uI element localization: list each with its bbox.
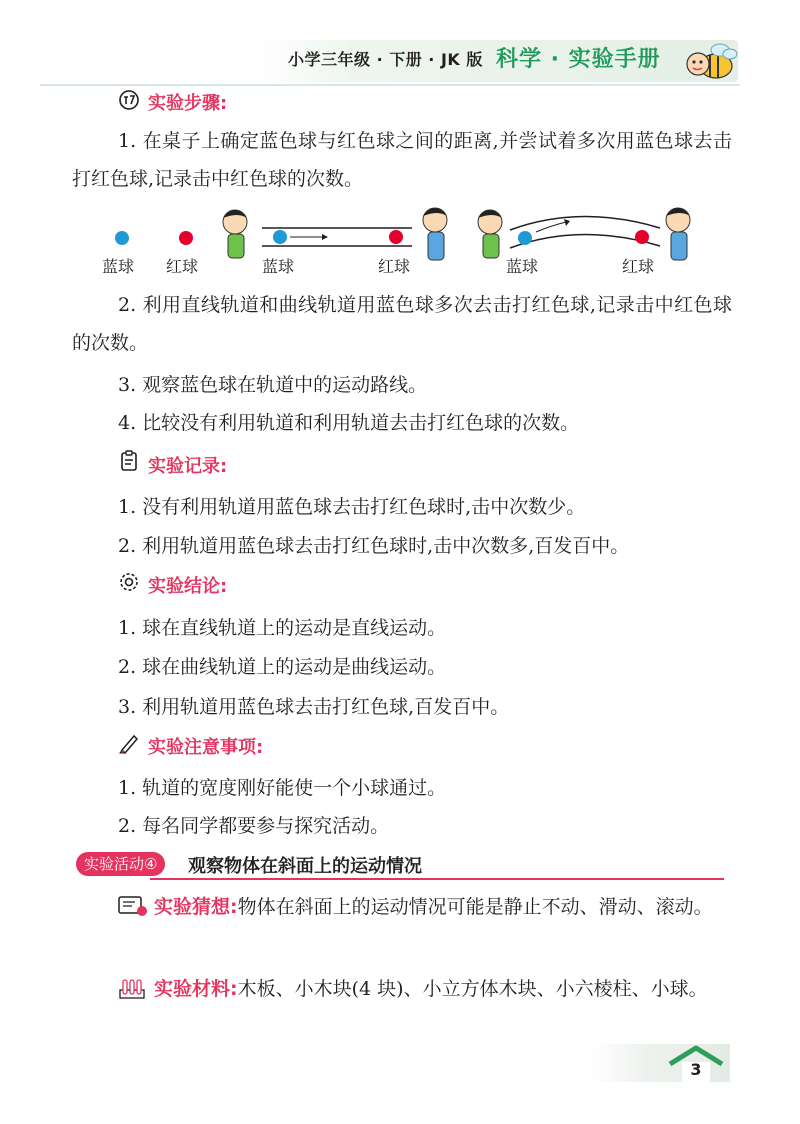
- pen-icon: [118, 732, 140, 754]
- notes-item-2: 2. 每名同学都要参与探究活动。: [118, 815, 390, 837]
- materials-label: 实验材料:: [154, 978, 238, 1000]
- step-3: 3. 观察蓝色球在轨道中的运动路线。: [118, 374, 428, 396]
- label-blue-ball: 蓝球: [102, 257, 135, 276]
- conclusion-item-3: 3. 利用轨道用蓝色球去击打红色球,百发百中。: [118, 696, 510, 718]
- page-number: 3: [690, 1060, 702, 1079]
- red-ball: [179, 231, 193, 245]
- straight-track: [262, 228, 412, 246]
- curved-track: [510, 216, 660, 248]
- bee-mascot-icon: [680, 38, 740, 84]
- steps-heading: 实验步骤:: [148, 93, 228, 114]
- blue-ball: [115, 231, 129, 245]
- conclusion-item-1: 1. 球在直线轨道上的运动是直线运动。: [118, 617, 447, 639]
- activity-tag: 实验活动④: [76, 852, 165, 876]
- materials: [72, 970, 732, 1008]
- conclusion-item-2: 2. 球在曲线轨道上的运动是曲线运动。: [118, 656, 447, 678]
- steps-icon: [118, 89, 140, 111]
- record-heading: 实验记录:: [148, 456, 228, 477]
- hypothesis-text: 物体在斜面上的运动情况可能是静止不动、滑动、滚动。: [237, 896, 713, 918]
- boy-figure: [223, 210, 247, 258]
- record-item-2: 2. 利用轨道用蓝色球去击打红色球时,击中次数多,百发百中。: [118, 535, 630, 557]
- notes-heading: 实验注意事项:: [148, 737, 264, 758]
- boy-figure: [666, 208, 690, 260]
- clipboard-icon: [118, 450, 140, 472]
- label-red-ball: 红球: [378, 257, 411, 276]
- conclusion-heading: 实验结论:: [148, 576, 228, 597]
- book-info: 小学三年级 · 下册 · JK 版: [288, 50, 483, 69]
- boy-figure: [423, 208, 447, 260]
- step-1: 1. 在桌子上确定蓝色球与红色球之间的距离,并尝试着多次用蓝色球去击打红色球,记录击中红色球的次数。: [72, 130, 732, 190]
- step-2: 2. 利用直线轨道和曲线轨道用蓝色球多次去击打红色球,记录击中红色球的次数。: [72, 294, 732, 354]
- label-blue-ball: 蓝球: [262, 257, 295, 276]
- conclusion-icon: [118, 571, 140, 593]
- materials-text: 木板、小木块(4 块)、小立方体木块、小六棱柱、小球。: [237, 978, 708, 1000]
- label-blue-ball: 蓝球: [506, 257, 539, 276]
- label-red-ball: 红球: [622, 257, 655, 276]
- hypothesis: [72, 888, 732, 926]
- step-4: 4. 比较没有利用轨道和利用轨道去击打红色球的次数。: [118, 412, 580, 434]
- record-item-1: 1. 没有利用轨道用蓝色球去击打红色球时,击中次数少。: [118, 496, 586, 518]
- activity-rule: [150, 878, 724, 880]
- boy-figure: [478, 210, 502, 258]
- header-rule: [40, 84, 740, 86]
- notes-item-1: 1. 轨道的宽度刚好能使一个小球通过。: [118, 777, 447, 799]
- activity-title: 观察物体在斜面上的运动情况: [188, 856, 422, 877]
- label-red-ball: 红球: [166, 257, 199, 276]
- book-title: 科学 · 实验手册: [496, 47, 661, 72]
- hypothesis-label: 实验猜想:: [154, 896, 238, 918]
